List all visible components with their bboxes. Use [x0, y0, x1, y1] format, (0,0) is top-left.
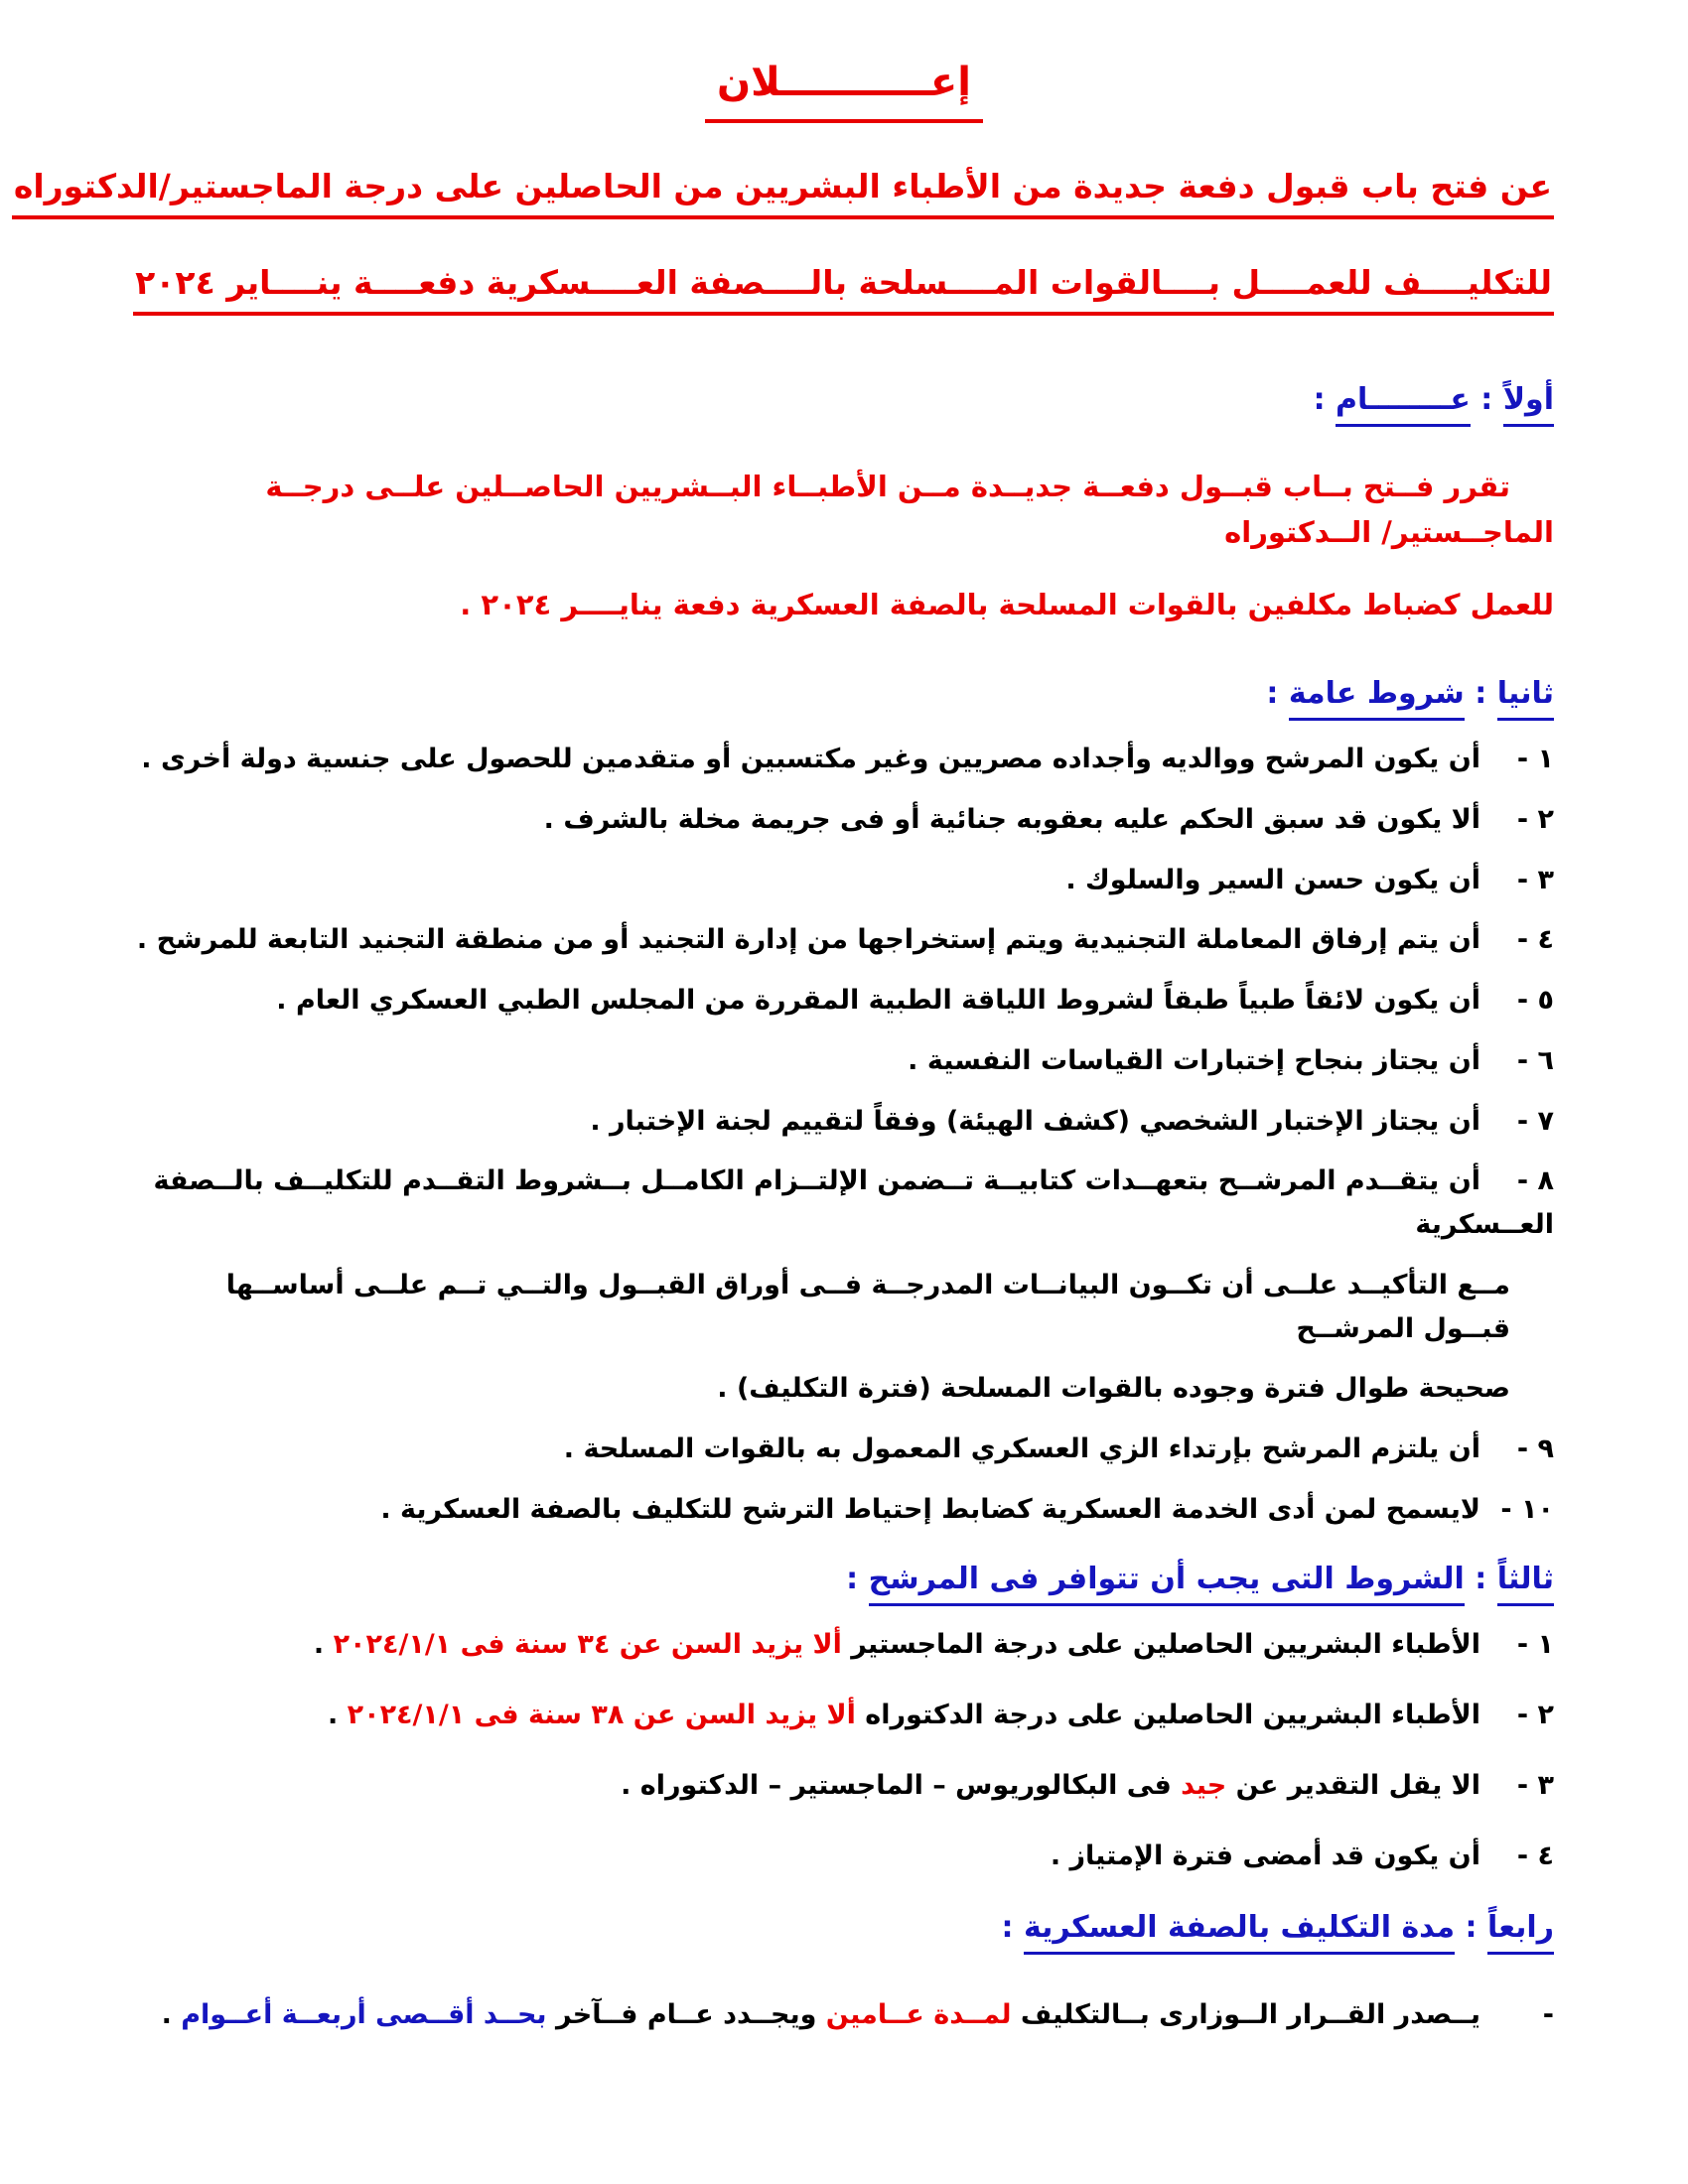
- section-third-label: ثالثاً: [1497, 1562, 1554, 1606]
- colon: :: [1266, 676, 1289, 712]
- section-fourth-heading: [134, 1905, 1554, 1950]
- item-text-segment: أن يكون المرشح ووالديه وأجداده مصريين وغير مكتسبين أو متقدمين للحصول على جنسية دولة أخرى .: [141, 744, 1480, 775]
- item-text-segment: أن يكون حسن السير والسلوك .: [1065, 864, 1480, 895]
- separator: :: [1464, 1562, 1497, 1597]
- item-text-segment: الا يقل التقدير عن: [1226, 1769, 1480, 1801]
- section-first-label: أولاً: [1503, 382, 1554, 427]
- separator: :: [1470, 382, 1503, 417]
- list-item: [134, 1993, 1554, 2037]
- assignment-duration-list: [134, 1993, 1554, 2037]
- item-text-segment: أن يكون لائقاً طبياً طبقاً لشروط اللياقة الطبية المقررة من المجلس الطبي العسكري العام .: [276, 985, 1480, 1017]
- item-text-segment: فى البكالوريوس – الماجستير – الدكتوراه .: [621, 1769, 1182, 1801]
- item-text-segment: ألا يزيد السن عن ٣٤ سنة فى ٢٠٢٤/١/١: [333, 1629, 842, 1661]
- section-second-heading: [134, 671, 1554, 716]
- item-text-segment: ويجــدد عــام فــآخر: [546, 1999, 826, 2031]
- item-text: [276, 985, 1480, 1016]
- item-text-segment: أن يتم إرفاق المعاملة التجنيدية ويتم إستخراجها من إدارة التجنيد أو من منطقة التجنيد التابعة للمرشح .: [136, 924, 1480, 956]
- item-continuation-line: [134, 1367, 1554, 1411]
- item-number: ٣ -: [1516, 864, 1554, 895]
- title-row: [134, 60, 1554, 123]
- section-third-title: الشروط التى يجب أن تتوافر فى المرشح: [869, 1562, 1465, 1606]
- item-text: [1051, 1841, 1480, 1871]
- item-text: [544, 804, 1480, 835]
- list-item: [134, 1623, 1554, 1667]
- separator: :: [1464, 676, 1497, 712]
- document-title: إعـــــــــــلان: [705, 60, 983, 123]
- item-text-segment: ألا يكون قد سبق الحكم عليه بعقوبه جنائية أو فى جريمة مخلة بالشرف .: [543, 803, 1480, 835]
- item-text-segment: الأطباء البشريين الحاصلين على درجة الماجستير: [841, 1629, 1480, 1661]
- item-number: -: [1542, 1999, 1554, 2031]
- item-text: [162, 1999, 1480, 2030]
- item-text-segment: أن يلتزم المرشح بإرتداء الزي العسكري المعمول به بالقوات المسلحة .: [563, 1433, 1480, 1464]
- item-number: ٦ -: [1516, 1044, 1554, 1076]
- list-item: [134, 918, 1554, 962]
- item-number: ٨ -: [1516, 1165, 1554, 1197]
- item-text-segment: الأطباء البشريين الحاصلين على درجة الدكتوراه: [855, 1700, 1480, 1731]
- item-text-segment: أن يجتاز الإختبار الشخصي (كشف الهيئة) وفقاً لتقييم لجنة الإختبار .: [590, 1105, 1480, 1137]
- section-first-title: عــــــــام: [1336, 382, 1471, 427]
- item-text-segment: .: [161, 1999, 182, 2031]
- subtitle-line-1: عن فتح باب قبول دفعة جديدة من الأطباء البشريين من الحاصلين على درجة الماجستير/الدكتوراه: [12, 167, 1554, 219]
- item-text: [137, 924, 1480, 955]
- general-paragraph: [134, 464, 1554, 627]
- section-third-heading: [134, 1557, 1554, 1601]
- list-item: [134, 1160, 1554, 1246]
- item-number: ١٠ -: [1500, 1493, 1554, 1525]
- item-text-segment: أن يتقــدم المرشــح بتعهــدات كتابيــة تــضمن الإلتــزام الكامــل بــشروط التقــدم للتكليــف بالــصفة العــسكرية: [153, 1165, 1554, 1241]
- item-number: ٢ -: [1516, 803, 1554, 835]
- section-second-label: ثانيا: [1497, 676, 1554, 721]
- colon: :: [846, 1562, 869, 1597]
- item-text: [621, 1770, 1480, 1801]
- item-text-segment: أن يجتاز بنجاح إختبارات القياسات النفسية .: [908, 1044, 1480, 1076]
- item-number: ٥ -: [1516, 985, 1554, 1017]
- subtitle-line-2: للتكليــــف للعمــــل بــــالقوات المــــسلحة بالــــصفة العــــسكرية دفعــــة ينــــاير ٢٠٢٤: [133, 263, 1554, 316]
- subtitle-row-2: [134, 263, 1554, 316]
- item-text-segment: ألا يزيد السن عن ٣٨ سنة فى ٢٠٢٤/١/١: [347, 1700, 856, 1731]
- item-text: [328, 1700, 1480, 1730]
- item-number: ٢ -: [1516, 1700, 1554, 1731]
- item-number: ١ -: [1516, 1629, 1554, 1661]
- item-number: ٤ -: [1516, 1840, 1554, 1871]
- list-item: [134, 798, 1554, 842]
- item-text-segment: أن يكون قد أمضى فترة الإمتياز .: [1050, 1840, 1480, 1871]
- section-second-title: شروط عامة: [1289, 676, 1465, 721]
- item-continuation-line: [134, 1264, 1554, 1350]
- item-text: [908, 1045, 1480, 1076]
- general-conditions-list: [134, 738, 1554, 1531]
- item-number: ٧ -: [1516, 1105, 1554, 1137]
- item-text: [380, 1494, 1480, 1525]
- list-item: [134, 1764, 1554, 1808]
- list-item: [134, 738, 1554, 781]
- list-item: [134, 1488, 1554, 1532]
- section-fourth-title: مدة التكليف بالصفة العسكرية: [1024, 1910, 1455, 1955]
- list-item: [134, 859, 1554, 902]
- item-number: ٩ -: [1516, 1433, 1554, 1464]
- item-text-segment: .: [327, 1700, 348, 1731]
- item-number: ١ -: [1516, 744, 1554, 775]
- paragraph-line: للعمل كضباط مكلفين بالقوات المسلحة بالصفة العسكرية دفعة ينايــــر ٢٠٢٤ .: [460, 587, 1554, 621]
- list-item: [134, 1835, 1554, 1878]
- item-text-segment: مــع التأكيــد علــى أن تكــون البيانــات المدرجــة فــى أوراق القبــول والتــي تــم علــى أساســها قبــول المرشــح: [225, 1269, 1510, 1344]
- item-text-segment: لايسمح لمن أدى الخدمة العسكرية كضابط إحتياط الترشح للتكليف بالصفة العسكرية .: [380, 1493, 1480, 1525]
- list-item: [134, 979, 1554, 1023]
- item-text: [1065, 865, 1480, 895]
- candidate-conditions-list: [134, 1623, 1554, 1877]
- item-text-segment: لمــدة عــامين: [825, 1999, 1012, 2031]
- item-text-segment: .: [313, 1629, 334, 1661]
- item-text: [314, 1629, 1480, 1660]
- item-text-segment: صحيحة طوال فترة وجوده بالقوات المسلحة (فترة التكليف) .: [717, 1373, 1510, 1405]
- section-first-heading: [134, 377, 1554, 422]
- item-text: [590, 1106, 1480, 1137]
- item-text: [153, 1165, 1554, 1240]
- list-item: [134, 1428, 1554, 1471]
- subtitle-row-1: [13, 167, 1554, 219]
- item-text: [141, 744, 1480, 774]
- item-text-segment: يــصدر القــرار الــوزارى بــالتكليف: [1011, 1999, 1480, 2031]
- colon: :: [1001, 1910, 1024, 1946]
- item-text-segment: جيد: [1181, 1769, 1227, 1801]
- list-item: [134, 1039, 1554, 1083]
- separator: :: [1455, 1910, 1487, 1946]
- paragraph-line: تقرر فــتح بــاب قبــول دفعــة جديــدة مــن الأطبــاء البــشريين الحاصــلين علــى درجــة الماجــستير/ الــدكتوراه: [265, 470, 1554, 550]
- item-text-segment: بحــد أقــصى أربعــة أعــوام: [181, 1999, 547, 2031]
- list-item: [134, 1694, 1554, 1737]
- item-text: [564, 1433, 1480, 1464]
- list-item: [134, 1100, 1554, 1144]
- colon: :: [1313, 382, 1336, 417]
- section-fourth-label: رابعاً: [1487, 1910, 1554, 1955]
- item-number: ٤ -: [1516, 924, 1554, 956]
- item-number: ٣ -: [1516, 1769, 1554, 1801]
